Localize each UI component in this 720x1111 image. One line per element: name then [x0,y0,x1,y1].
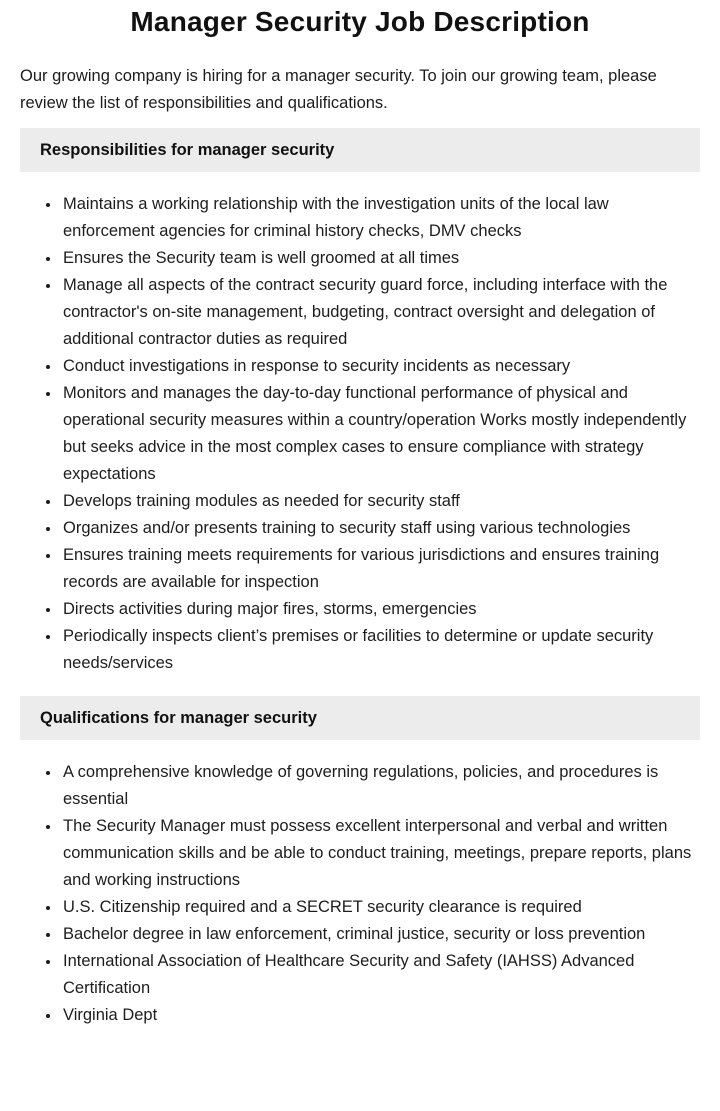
qualifications-list [20,759,700,1029]
intro-paragraph: Our growing company is hiring for a manager security. To join our growing team, please review the list of responsibilities and qualifications. [20,67,657,112]
section-heading-responsibilities: Responsibilities for manager security [20,128,700,172]
list-item: • Monitors and manages the day-to-day functional performance of physical and operational security measures within a country/operation Works mostly independently but seeks advice in the most complex cases to ensure compliance with strategy expectations [61,380,700,488]
list-item: • Ensures training meets requirements for various jurisdictions and ensures training records are available for inspection [61,542,700,596]
list-item: • Directs activities during major fires, storms, emergencies [61,596,700,623]
section-heading-qualifications: Qualifications for manager security [20,696,700,740]
list-item: • Periodically inspects client’s premises or facilities to determine or update security needs/services [61,623,700,677]
list-item: • Virginia Dept [61,1002,700,1029]
page-title: Manager Security Job Description [130,6,590,37]
list-item: • Maintains a working relationship with the investigation units of the local law enforcement agencies for criminal history checks, DMV checks [61,191,700,245]
list-item: • Organizes and/or presents training to security staff using various technologies [61,515,700,542]
list-item: • The Security Manager must possess excellent interpersonal and verbal and written communication skills and be able to conduct training, meetings, prepare reports, plans and working instructions [61,813,700,894]
list-item: • International Association of Healthcare Security and Safety (IAHSS) Advanced Certification [61,948,700,1002]
list-item: • Bachelor degree in law enforcement, criminal justice, security or loss prevention [61,921,700,948]
list-item: • A comprehensive knowledge of governing regulations, policies, and procedures is essential [61,759,700,813]
list-item: • U.S. Citizenship required and a SECRET security clearance is required [61,894,700,921]
list-item: • Manage all aspects of the contract security guard force, including interface with the contractor's on-site management, budgeting, contract oversight and delegation of additional contractor duties as required [61,272,700,353]
responsibilities-list [20,191,700,677]
list-item: • Develops training modules as needed for security staff [61,488,700,515]
list-item: • Ensures the Security team is well groomed at all times [61,245,700,272]
list-item: • Conduct investigations in response to security incidents as necessary [61,353,700,380]
